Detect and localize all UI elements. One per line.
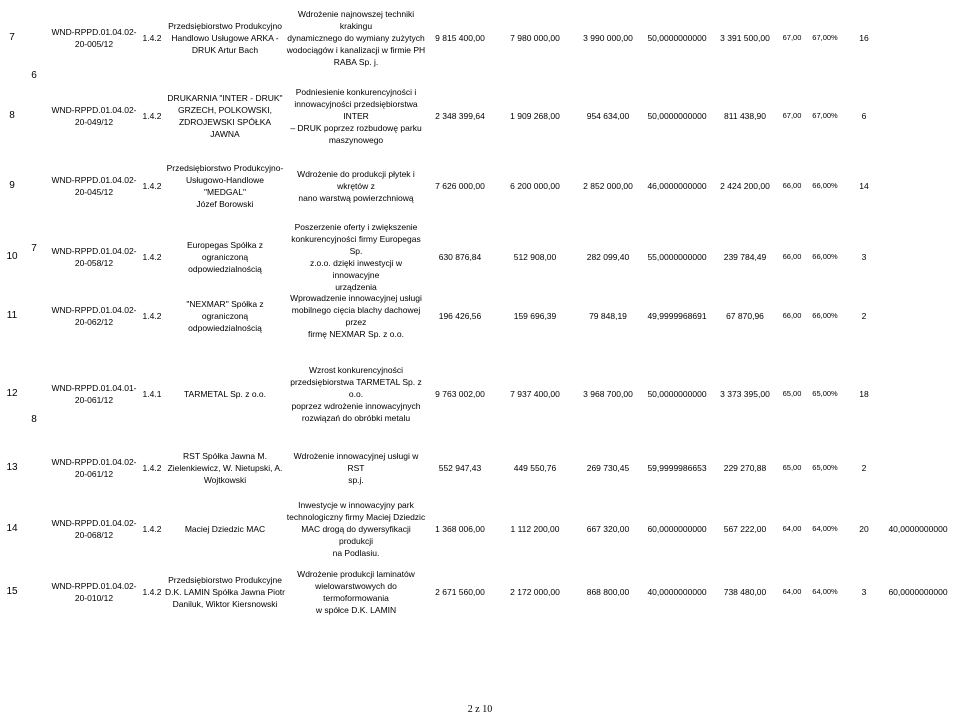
- cell-net-cost: 738 480,00: [723, 587, 767, 597]
- cell-points-percent: 64,00%: [812, 587, 838, 596]
- cell-points: 66,00: [782, 311, 802, 320]
- cell-points-percent: 66,00%: [812, 181, 838, 190]
- cell-project-title: Wdrożenie produkcji laminatów wielowarstwowych do termoformowania w spółce D.K. LAMIN: [297, 569, 415, 615]
- table-row: [0, 222, 960, 292]
- cell-eligible-expenses: 1 112 200,00: [510, 524, 560, 534]
- cell-extra-percent: [880, 12, 956, 64]
- cell-lp: 7: [9, 32, 15, 43]
- cell-net-cost: 3 373 395,00: [720, 389, 770, 399]
- cell-points-percent: 64,00%: [812, 524, 838, 533]
- cell-net-cost: 567 222,00: [723, 524, 767, 534]
- cell-contract-number: WND-RPPD.01.04.02- 20-010/12: [51, 581, 137, 603]
- cell-beneficiary: RST Spółka Jawna M. Zielenkiewicz, W. Nietupski, A. Wojtkowski: [167, 451, 283, 485]
- cell-project-title: Wprowadzenie innowacyjnej usługi mobilnego cięcia blachy dachowej przez firmę NEXMAR Sp. z o.o.: [290, 293, 422, 339]
- table-row: [0, 442, 960, 494]
- group-marker-1: 6: [31, 70, 37, 81]
- cell-points-percent: 67,00%: [812, 111, 838, 120]
- cell-position: 18: [859, 389, 869, 399]
- table-row: [0, 502, 960, 556]
- cell-eligible-expenses: 512 908,00: [513, 252, 557, 262]
- cell-points: 67,00: [782, 111, 802, 120]
- cell-project-title: Wdrożenie do produkcji płytek i wkrętów z nano warstwą powierzchniową: [297, 169, 415, 203]
- cell-contract-number: WND-RPPD.01.04.02- 20-045/12: [51, 175, 137, 197]
- cell-cofinancing: 2 852 000,00: [583, 181, 633, 191]
- cell-eligible-expenses: 1 909 268,00: [510, 111, 560, 121]
- cell-lp: 14: [6, 523, 18, 534]
- cell-points: 66,00: [782, 181, 802, 190]
- cell-position: 3: [861, 252, 867, 262]
- cell-contract-number: WND-RPPD.01.04.02- 20-068/12: [51, 518, 137, 540]
- cell-contract-number: WND-RPPD.01.04.02- 20-062/12: [51, 305, 137, 327]
- cell-project-title: Wdrożenie innowacyjnej usługi w RST sp.j.: [293, 451, 419, 485]
- cell-beneficiary: DRUKARNIA "INTER - DRUK" GRZECH, POLKOWSKI, ZDROJEWSKI SPÓŁKA JAWNA: [167, 93, 283, 139]
- cell-eligible-expenses: 7 937 400,00: [510, 389, 560, 399]
- cell-lp: 15: [6, 586, 18, 597]
- cell-net-cost: 2 424 200,00: [720, 181, 770, 191]
- cell-net-cost: 67 870,96: [726, 311, 764, 321]
- cell-points: 64,00: [782, 524, 802, 533]
- cell-beneficiary: Przedsiębiorstwo Produkcyjno Handlowo Usługowe ARKA - DRUK Artur Bach: [168, 21, 282, 55]
- cell-extra-percent: [880, 290, 956, 342]
- cell-extra-percent: 40,0000000000: [888, 524, 948, 534]
- cell-cofinancing-percent: 55,0000000000: [647, 252, 707, 262]
- cell-beneficiary: "NEXMAR" Spółka z ograniczoną odpowiedzialnością: [186, 299, 264, 333]
- cell-cofinancing-percent: 60,0000000000: [647, 524, 707, 534]
- cell-measure: 1.4.2: [142, 524, 162, 534]
- group-marker-3: 8: [31, 414, 37, 425]
- cell-project-title: Inwestycje w innowacyjny park technologiczny firmy Maciej Dziedzic MAC drogą do dywersyfikacji produkcji na Podlasiu.: [286, 500, 426, 558]
- cell-position: 2: [861, 311, 867, 321]
- cell-measure: 1.4.2: [142, 463, 162, 473]
- cell-project-title: Wdrożenie najnowszej techniki krakingu dynamicznego do wymiany zużytych wodociągów i kanalizacji w firmie PH RABA Sp. j.: [286, 9, 426, 67]
- cell-measure: 1.4.2: [142, 252, 162, 262]
- cell-points: 66,00: [782, 252, 802, 261]
- cell-beneficiary: Maciej Dziedzic MAC: [184, 524, 266, 534]
- cell-position: 2: [861, 463, 867, 473]
- cell-total-value: 2 671 560,00: [435, 587, 485, 597]
- cell-points-percent: 67,00%: [812, 33, 838, 42]
- cell-cofinancing: 954 634,00: [586, 111, 630, 121]
- cell-extra-percent: [880, 86, 956, 146]
- cell-eligible-expenses: 449 550,76: [513, 463, 557, 473]
- cell-net-cost: 811 438,90: [724, 111, 766, 121]
- cell-points: 65,00: [782, 389, 802, 398]
- cell-lp: 10: [6, 251, 18, 262]
- cell-eligible-expenses: 7 980 000,00: [510, 33, 560, 43]
- cell-contract-number: WND-RPPD.01.04.01- 20-061/12: [51, 383, 137, 405]
- cell-net-cost: 229 270,88: [723, 463, 767, 473]
- cell-project-title: Wzrost konkurencyjności przedsiębiorstwa TARMETAL Sp. z o.o. poprzez wdrożenie innowacyjnych rozwiązań do obróbki metalu: [290, 365, 422, 423]
- cell-total-value: 9 763 002,00: [435, 389, 485, 399]
- table-row: [0, 290, 960, 342]
- cell-position: 20: [859, 524, 869, 534]
- cell-extra-percent: [880, 228, 956, 286]
- cell-total-value: 9 815 400,00: [435, 33, 485, 43]
- cell-points: 64,00: [782, 587, 802, 596]
- cell-extra-percent: [880, 442, 956, 494]
- cell-total-value: 630 876,84: [438, 252, 482, 262]
- cell-cofinancing-percent: 50,0000000000: [647, 389, 707, 399]
- cell-contract-number: WND-RPPD.01.04.02- 20-061/12: [51, 457, 137, 479]
- cell-cofinancing: 3 990 000,00: [583, 33, 633, 43]
- cell-cofinancing-percent: 50,0000000000: [647, 33, 707, 43]
- cell-contract-number: WND-RPPD.01.04.02- 20-058/12: [51, 246, 137, 268]
- cell-measure: 1.4.2: [142, 181, 162, 191]
- cell-lp: 13: [6, 462, 18, 473]
- table-row: [0, 158, 960, 214]
- cell-net-cost: 239 784,49: [723, 252, 767, 262]
- cell-lp: 8: [9, 110, 15, 121]
- cell-total-value: 2 348 399,64: [435, 111, 485, 121]
- cell-eligible-expenses: 6 200 000,00: [510, 181, 560, 191]
- cell-beneficiary: Europegas Spółka z ograniczoną odpowiedzialnością: [186, 240, 264, 274]
- cell-measure: 1.4.2: [142, 587, 162, 597]
- cell-contract-number: WND-RPPD.01.04.02- 20-049/12: [51, 105, 137, 127]
- cell-cofinancing: 269 730,45: [586, 463, 630, 473]
- cell-extra-percent: [880, 362, 956, 426]
- cell-contract-number: WND-RPPD.01.04.02- 20-005/12: [51, 27, 137, 49]
- table-row: [0, 9, 960, 67]
- cell-total-value: 7 626 000,00: [435, 181, 485, 191]
- cell-cofinancing: 79 848,19: [589, 311, 627, 321]
- cell-measure: 1.4.2: [142, 111, 162, 121]
- cell-points-percent: 66,00%: [812, 311, 838, 320]
- cell-cofinancing-percent: 59,9999986653: [647, 463, 707, 473]
- cell-cofinancing: 282 099,40: [586, 252, 630, 262]
- cell-cofinancing-percent: 50,0000000000: [647, 111, 707, 121]
- group-marker-2: 7: [31, 243, 37, 254]
- cell-position: 3: [861, 587, 867, 597]
- cell-eligible-expenses: 159 696,39: [513, 311, 557, 321]
- cell-position: 6: [861, 111, 867, 121]
- cell-points: 65,00: [782, 463, 802, 472]
- cell-total-value: 552 947,43: [438, 463, 482, 473]
- table-row: [0, 566, 960, 618]
- cell-points-percent: 66,00%: [812, 252, 838, 261]
- table-row: [0, 86, 960, 146]
- cell-lp: 12: [6, 388, 18, 399]
- cell-points: 67,00: [782, 33, 802, 42]
- cell-measure: 1.4.2: [142, 311, 162, 321]
- table-row: [0, 362, 960, 426]
- cell-measure: 1.4.2: [142, 33, 162, 43]
- cell-extra-percent: 60,0000000000: [888, 587, 948, 597]
- cell-net-cost: 3 391 500,00: [720, 33, 770, 43]
- cell-beneficiary: Przedsiębiorstwo Produkcyjne D.K. LAMIN Spółka Jawna Piotr Daniluk, Wiktor Kiersnowski: [165, 575, 285, 609]
- cell-position: 14: [859, 181, 869, 191]
- cell-total-value: 196 426,56: [438, 311, 482, 321]
- cell-cofinancing-percent: 46,0000000000: [647, 181, 707, 191]
- page-footer: 2 z 10: [467, 704, 493, 715]
- cell-eligible-expenses: 2 172 000,00: [510, 587, 560, 597]
- cell-beneficiary: Przedsiębiorstwo Produkcyjno- Usługowo-Handlowe "MEDGAL" Józef Borowski: [166, 163, 284, 209]
- cell-measure: 1.4.1: [142, 389, 162, 399]
- cell-cofinancing: 667 320,00: [586, 524, 630, 534]
- cell-position: 16: [859, 33, 869, 43]
- cell-project-title: Podniesienie konkurencyjności i innowacyjności przedsiębiorstwa INTER – DRUK poprzez rozbudowę parku maszynowego: [290, 87, 422, 145]
- cell-lp: 9: [9, 180, 15, 191]
- cell-points-percent: 65,00%: [812, 463, 838, 472]
- cell-lp: 11: [6, 310, 18, 321]
- cell-points-percent: 65,00%: [812, 389, 838, 398]
- cell-extra-percent: [880, 158, 956, 214]
- cell-cofinancing-percent: 49,9999968691: [647, 311, 707, 321]
- cell-cofinancing: 3 968 700,00: [583, 389, 633, 399]
- cell-cofinancing-percent: 40,0000000000: [647, 587, 707, 597]
- cell-project-title: Poszerzenie oferty i zwiększenie konkurencyjności firmy Europegas Sp. z.o.o. dzięki inwestycji w innowacyjne urządzenia: [291, 222, 421, 292]
- cell-total-value: 1 368 006,00: [435, 524, 485, 534]
- cell-cofinancing: 868 800,00: [586, 587, 630, 597]
- cell-beneficiary: TARMETAL Sp. z o.o.: [183, 389, 267, 399]
